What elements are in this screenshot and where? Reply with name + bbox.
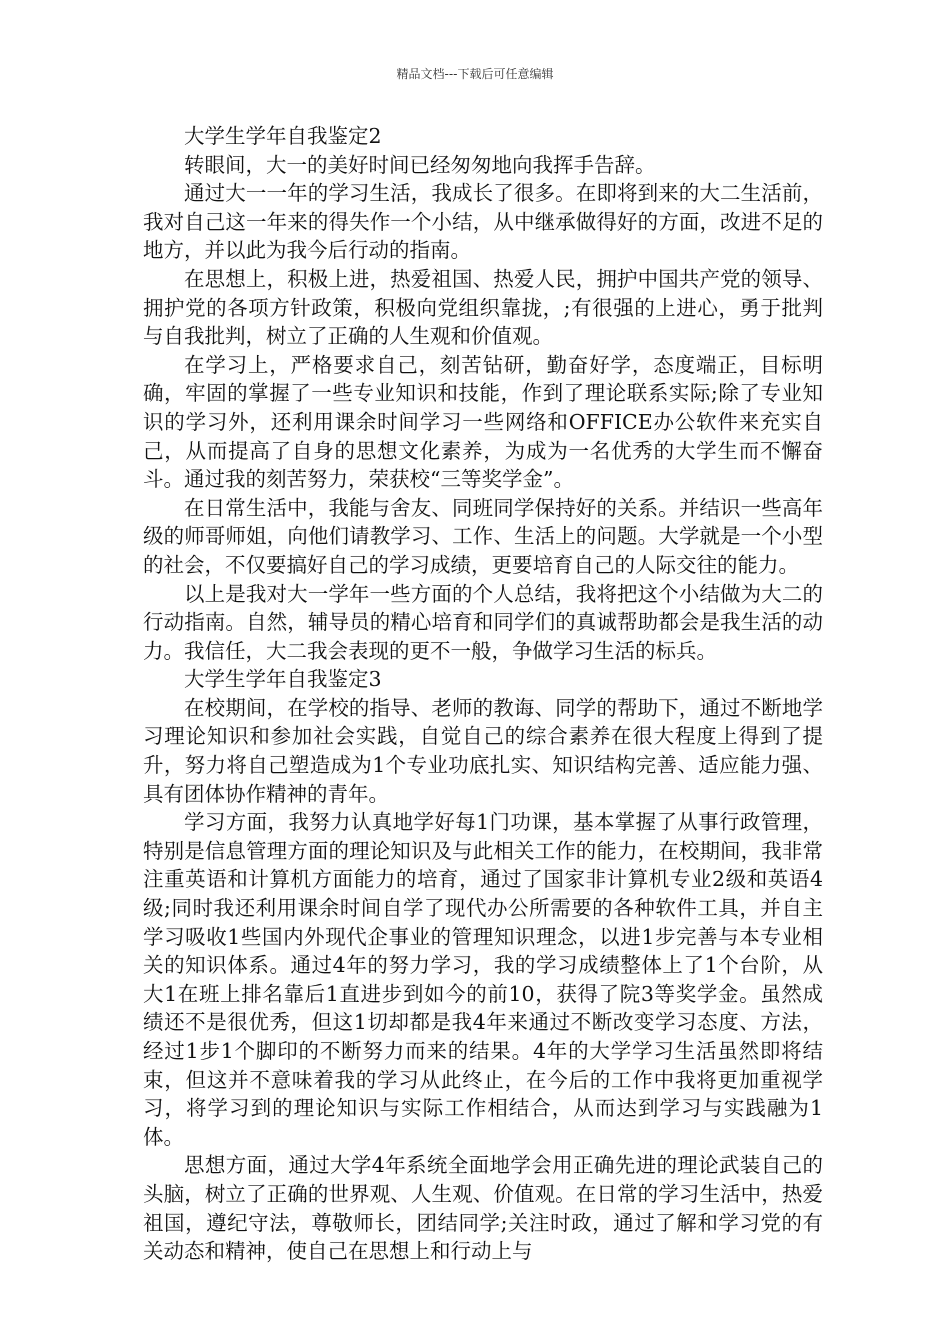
paragraph: 学习方面，我努力认真地学好每1门功课，基本掌握了从事行政管理，特别是信息管理方面的理论知识及与此相关工作的能力，在校期间，我非常注重英语和计算机方面能力的培育，通过了国家非计算机专业2级和英语4级;同时我还利用课余时间自学了现代办公所需要的各种软件工具，并自主学习吸收1些国内外现代企事业的管理知识理念，以进1步完善与本专业相关的知识体系。通过4年的努力学习，我的学习成绩整体上了1个台阶，从大1在班上排名靠后1直进步到如今的前10，获得了院3等奖学金。虽然成绩还不是很优秀，但这1切却都是我4年来通过不断改变学习态度、方法，经过1步1个脚印的不断努力而来的结果。4年的大学学习生活虽然即将结束，但这并不意味着我的学习从此终止，在今后的工作中我将更加重视学习，将学习到的理论知识与实际工作相结合，从而达到学习与实践融为1体。 [143, 810, 823, 1149]
paragraph: 在学习上，严格要求自己，刻苦钻研，勤奋好学，态度端正，目标明确，牢固的掌握了一些专业知识和技能，作到了理论联系实际;除了专业知识的学习外，还利用课余时间学习一些网络和OFFICE办公软件来充实自己，从而提高了自身的思想文化素养，为成为一名优秀的大学生而不懈奋斗。通过我的刻苦努力，荣获校“三等奖学金”。 [143, 352, 823, 492]
section-title: 大学生学年自我鉴定2 [184, 124, 382, 148]
paragraph: 在思想上，积极上进，热爱祖国、热爱人民，拥护中国共产党的领导、拥护党的各项方针政策，积极向党组织靠拢，;有很强的上进心，勇于批判与自我批判，树立了正确的人生观和价值观。 [143, 266, 823, 349]
paragraph: 思想方面，通过大学4年系统全面地学会用正确先进的理论武装自己的头脑，树立了正确的世界观、人生观、价值观。在日常的学习生活中，热爱祖国，遵纪守法，尊敬师长，团结同学;关注时政，通过了解和学习党的有关动态和精神，使自己在思想上和行动上与 [143, 1153, 823, 1264]
paragraph: 在校期间，在学校的指导、老师的教诲、同学的帮助下，通过不断地学习理论知识和参加社会实践，自觉自己的综合素养在很大程度上得到了提升，努力将自己塑造成为1个专业功底扎实、知识结构完善、适应能力强、具有团体协作精神的青年。 [143, 695, 823, 806]
page-header: 精品文档---下载后可任意编辑 [396, 67, 554, 81]
paragraph: 转眼间，大一的美好时间已经匆匆地向我挥手告辞。 [184, 152, 656, 177]
paragraph: 以上是我对大一学年一些方面的个人总结，我将把这个小结做为大二的行动指南。自然，辅导员的精心培育和同学们的真诚帮助都会是我生活的动力。我信任，大二我会表现的更不一般，争做学习生活的标兵。 [143, 581, 823, 663]
paragraph: 通过大一一年的学习生活，我成长了很多。在即将到来的大二生活前，我对自己这一年来的得失作一个小结，从中继承做得好的方面，改进不足的地方，并以此为我今后行动的指南。 [143, 181, 823, 263]
paragraph: 在日常生活中，我能与舍友、同班同学保持好的关系。并结识一些高年级的师哥师姐，向他们请教学习、工作、生活上的问题。大学就是一个小型的社会，不仅要搞好自己的学习成绩，更要培育自己的人际交往的能力。 [143, 495, 823, 577]
section-title: 大学生学年自我鉴定3 [184, 667, 382, 692]
document-body [143, 122, 823, 1266]
